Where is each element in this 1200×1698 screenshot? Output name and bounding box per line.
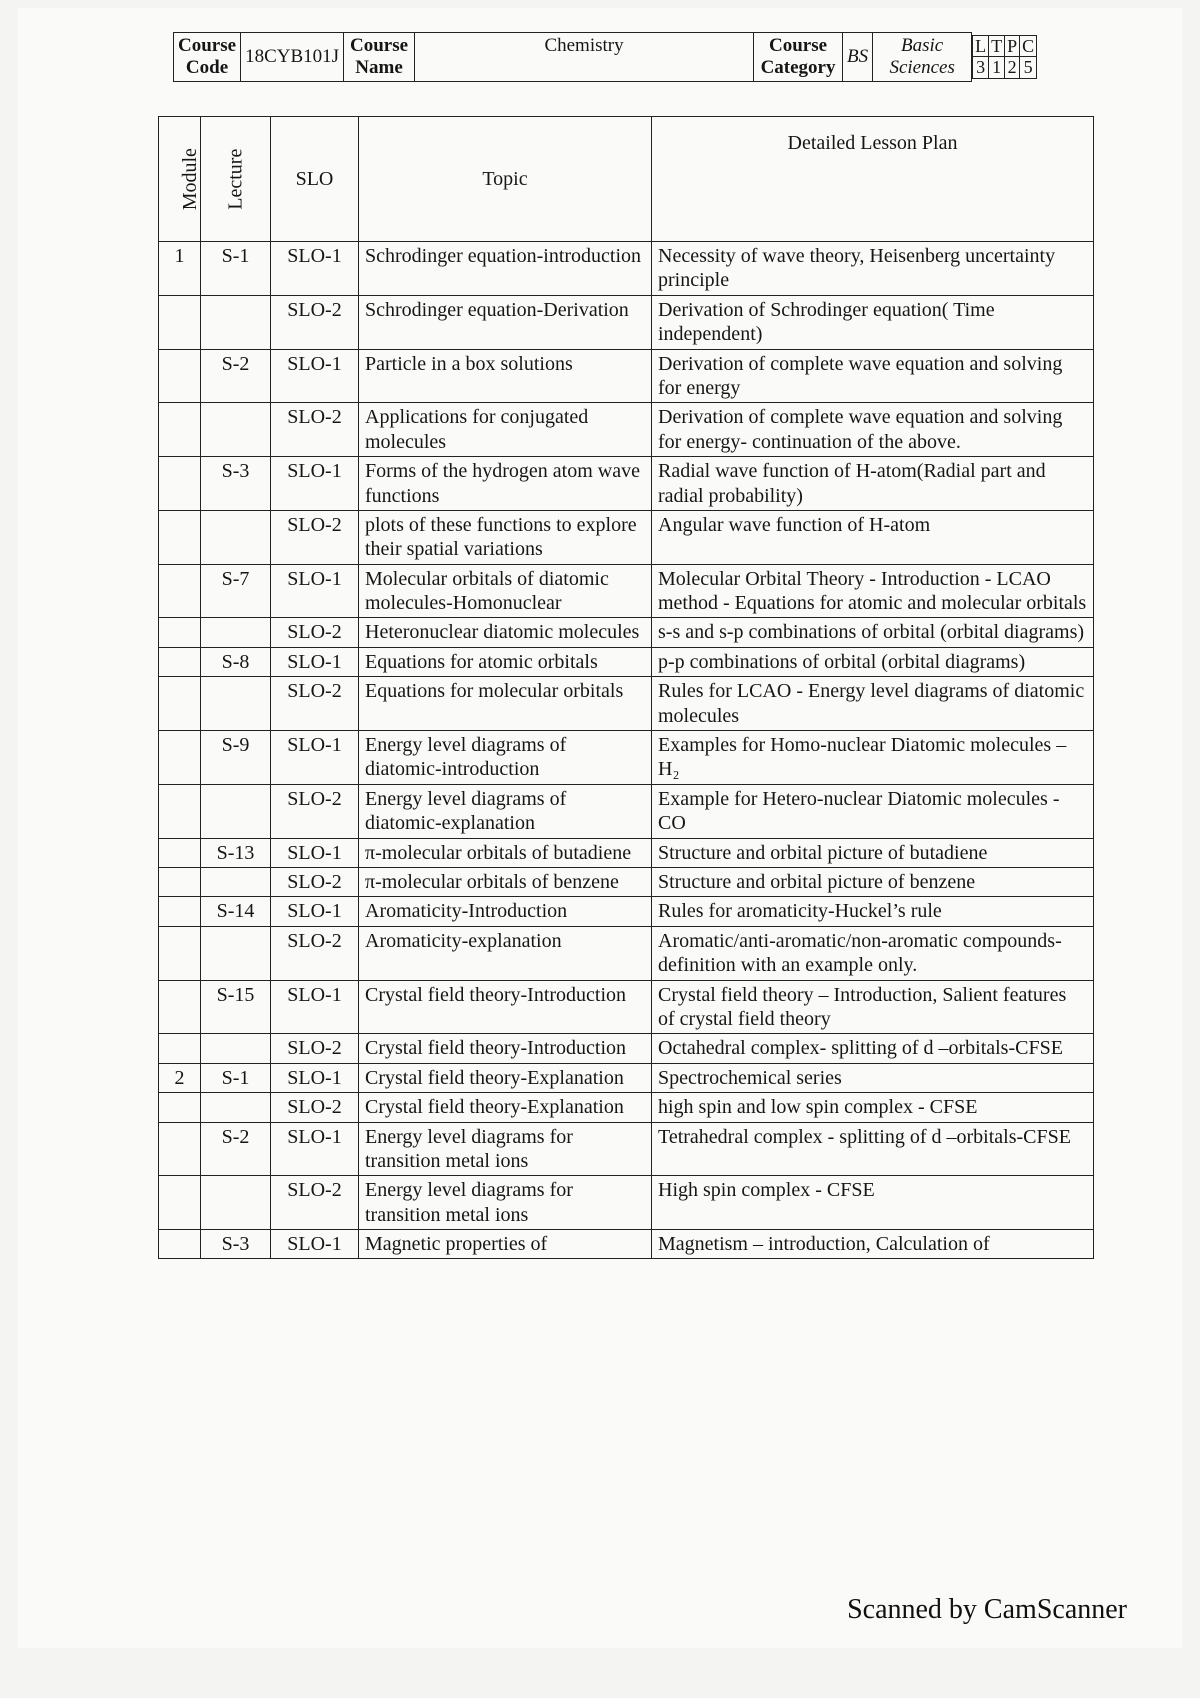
ltpc-header-l: L	[973, 35, 989, 57]
plan-cell: Examples for Homo-nuclear Diatomic molecules –H₂	[652, 731, 1094, 785]
course-name-label: Course Name	[344, 33, 415, 82]
topic-cell: Particle in a box solutions	[359, 349, 652, 403]
slo-cell: SLO-1	[271, 457, 359, 511]
lecture-cell: S-14	[201, 897, 271, 926]
plan-cell: Derivation of complete wave equation and solving for energy	[652, 349, 1094, 403]
table-row	[159, 838, 1094, 867]
slo-cell: SLO-1	[271, 242, 359, 296]
slo-cell: SLO-1	[271, 897, 359, 926]
module-cell	[159, 677, 201, 731]
plan-cell: Tetrahedral complex - splitting of d –orbitals-CFSE	[652, 1122, 1094, 1176]
plan-cell: Rules for LCAO - Energy level diagrams of diatomic molecules	[652, 677, 1094, 731]
slo-cell: SLO-2	[271, 403, 359, 457]
lecture-cell	[201, 618, 271, 647]
topic-cell: plots of these functions to explore their spatial variations	[359, 510, 652, 564]
slo-cell: SLO-2	[271, 926, 359, 980]
table-row	[159, 349, 1094, 403]
lecture-cell: S-1	[201, 1063, 271, 1092]
plan-cell: Derivation of Schrodinger equation( Time independent)	[652, 295, 1094, 349]
table-row	[159, 980, 1094, 1034]
table-row	[159, 867, 1094, 896]
topic-cell: Energy level diagrams of diatomic-introduction	[359, 731, 652, 785]
table-row	[159, 1034, 1094, 1063]
topic-cell: Aromaticity-explanation	[359, 926, 652, 980]
lecture-cell	[201, 295, 271, 349]
table-row	[159, 564, 1094, 618]
module-cell: 2	[159, 1063, 201, 1092]
slo-cell: SLO-2	[271, 295, 359, 349]
plan-cell: Derivation of complete wave equation and solving for energy- continuation of the above.	[652, 403, 1094, 457]
plan-cell: s-s and s-p combinations of orbital (orbital diagrams)	[652, 618, 1094, 647]
course-code: 18CYB101J	[241, 33, 344, 82]
topic-header: Topic	[359, 117, 652, 242]
slo-cell: SLO-1	[271, 1230, 359, 1259]
ltpc-value-t: 1	[989, 57, 1005, 79]
topic-cell: Equations for atomic orbitals	[359, 647, 652, 676]
topic-cell: π-molecular orbitals of butadiene	[359, 838, 652, 867]
plan-cell: Magnetism – introduction, Calculation of	[652, 1230, 1094, 1259]
table-row	[159, 1063, 1094, 1092]
module-cell	[159, 295, 201, 349]
plan-cell: Structure and orbital picture of butadiene	[652, 838, 1094, 867]
module-cell	[159, 1122, 201, 1176]
ltpc-value-p: 2	[1005, 57, 1020, 79]
plan-cell: high spin and low spin complex - CFSE	[652, 1093, 1094, 1122]
ltpc-cell	[972, 33, 1038, 82]
table-row	[159, 647, 1094, 676]
plan-cell: Crystal field theory – Introduction, Salient features of crystal field theory	[652, 980, 1094, 1034]
ltpc-header-t: T	[989, 35, 1005, 57]
module-cell	[159, 1176, 201, 1230]
topic-cell: Energy level diagrams for transition metal ions	[359, 1176, 652, 1230]
slo-cell: SLO-2	[271, 1034, 359, 1063]
table-row	[159, 1176, 1094, 1230]
slo-cell: SLO-2	[271, 618, 359, 647]
slo-cell: SLO-1	[271, 980, 359, 1034]
lecture-cell	[201, 1034, 271, 1063]
module-cell	[159, 349, 201, 403]
topic-cell: Aromaticity-Introduction	[359, 897, 652, 926]
topic-cell: Energy level diagrams for transition metal ions	[359, 1122, 652, 1176]
lecture-header: Lecture	[201, 117, 271, 242]
lesson-plan-body	[159, 242, 1094, 1259]
plan-cell: Necessity of wave theory, Heisenberg uncertainty principle	[652, 242, 1094, 296]
table-row	[159, 926, 1094, 980]
slo-cell: SLO-1	[271, 731, 359, 785]
ltpc-header-c: C	[1020, 35, 1037, 57]
course-code-label: Course Code	[174, 33, 241, 82]
topic-cell: Crystal field theory-Introduction	[359, 1034, 652, 1063]
course-name: Chemistry	[415, 33, 754, 82]
module-header: Module	[159, 117, 201, 242]
lecture-cell	[201, 403, 271, 457]
plan-cell: Example for Hetero-nuclear Diatomic molecules - CO	[652, 784, 1094, 838]
module-cell	[159, 980, 201, 1034]
lecture-cell	[201, 1093, 271, 1122]
table-row	[159, 618, 1094, 647]
module-cell	[159, 1034, 201, 1063]
module-cell	[159, 647, 201, 676]
plan-cell: Octahedral complex- splitting of d –orbitals-CFSE	[652, 1034, 1094, 1063]
module-cell	[159, 838, 201, 867]
plan-cell: Rules for aromaticity-Huckel’s rule	[652, 897, 1094, 926]
topic-cell: Heteronuclear diatomic molecules	[359, 618, 652, 647]
topic-cell: Forms of the hydrogen atom wave functions	[359, 457, 652, 511]
lecture-cell	[201, 867, 271, 896]
module-cell: 1	[159, 242, 201, 296]
topic-cell: Applications for conjugated molecules	[359, 403, 652, 457]
table-row	[159, 1230, 1094, 1259]
topic-cell: Crystal field theory-Explanation	[359, 1063, 652, 1092]
module-cell	[159, 1093, 201, 1122]
slo-cell: SLO-1	[271, 1063, 359, 1092]
course-info-table	[173, 32, 1037, 82]
table-row	[159, 295, 1094, 349]
topic-cell: Schrodinger equation-introduction	[359, 242, 652, 296]
module-cell	[159, 897, 201, 926]
lecture-cell: S-13	[201, 838, 271, 867]
module-cell	[159, 1230, 201, 1259]
lecture-cell: S-7	[201, 564, 271, 618]
table-row	[159, 403, 1094, 457]
course-category-label: Course Category	[754, 33, 843, 82]
table-row	[159, 731, 1094, 785]
module-cell	[159, 731, 201, 785]
topic-cell: Crystal field theory-Explanation	[359, 1093, 652, 1122]
plan-cell: Spectrochemical series	[652, 1063, 1094, 1092]
plan-cell: Molecular Orbital Theory - Introduction - LCAO method - Equations for atomic and molecular orbitals	[652, 564, 1094, 618]
lecture-cell	[201, 784, 271, 838]
table-header-row	[159, 117, 1094, 242]
topic-cell: π-molecular orbitals of benzene	[359, 867, 652, 896]
module-cell	[159, 457, 201, 511]
lecture-cell	[201, 926, 271, 980]
slo-cell: SLO-2	[271, 510, 359, 564]
table-row	[159, 897, 1094, 926]
plan-cell: Radial wave function of H-atom(Radial part and radial probability)	[652, 457, 1094, 511]
module-cell	[159, 564, 201, 618]
module-cell	[159, 403, 201, 457]
lecture-cell: S-3	[201, 457, 271, 511]
course-category: BS	[843, 33, 873, 82]
lecture-cell: S-8	[201, 647, 271, 676]
module-cell	[159, 510, 201, 564]
topic-cell: Magnetic properties of	[359, 1230, 652, 1259]
table-row	[159, 510, 1094, 564]
lecture-cell	[201, 1176, 271, 1230]
module-cell	[159, 618, 201, 647]
lecture-cell: S-15	[201, 980, 271, 1034]
module-cell	[159, 926, 201, 980]
lecture-cell: S-2	[201, 349, 271, 403]
slo-cell: SLO-2	[271, 677, 359, 731]
topic-cell: Crystal field theory-Introduction	[359, 980, 652, 1034]
slo-cell: SLO-1	[271, 647, 359, 676]
plan-cell: Aromatic/anti-aromatic/non-aromatic compounds- definition with an example only.	[652, 926, 1094, 980]
slo-cell: SLO-1	[271, 349, 359, 403]
topic-cell: Energy level diagrams of diatomic-explanation	[359, 784, 652, 838]
topic-cell: Molecular orbitals of diatomic molecules-Homonuclear	[359, 564, 652, 618]
plan-cell: Structure and orbital picture of benzene	[652, 867, 1094, 896]
ltpc-header-p: P	[1005, 35, 1020, 57]
lecture-cell	[201, 677, 271, 731]
lecture-cell: S-2	[201, 1122, 271, 1176]
plan-cell: p-p combinations of orbital (orbital diagrams)	[652, 647, 1094, 676]
course-category-name: Basic Sciences	[873, 33, 972, 82]
lecture-cell: S-1	[201, 242, 271, 296]
lesson-plan-table	[158, 116, 1094, 1259]
module-cell	[159, 867, 201, 896]
ltpc-value-l: 3	[973, 57, 989, 79]
scanner-watermark: Scanned by CamScanner	[847, 1594, 1127, 1625]
topic-cell: Equations for molecular orbitals	[359, 677, 652, 731]
slo-cell: SLO-1	[271, 838, 359, 867]
slo-cell: SLO-1	[271, 1122, 359, 1176]
plan-cell: Angular wave function of H-atom	[652, 510, 1094, 564]
topic-cell: Schrodinger equation-Derivation	[359, 295, 652, 349]
slo-cell: SLO-2	[271, 1093, 359, 1122]
lecture-cell: S-9	[201, 731, 271, 785]
module-cell	[159, 784, 201, 838]
slo-header: SLO	[271, 117, 359, 242]
plan-cell: High spin complex - CFSE	[652, 1176, 1094, 1230]
slo-cell: SLO-2	[271, 867, 359, 896]
table-row	[159, 784, 1094, 838]
table-row	[159, 1122, 1094, 1176]
ltpc-table	[972, 35, 1037, 79]
table-row	[159, 1093, 1094, 1122]
slo-cell: SLO-1	[271, 564, 359, 618]
lecture-cell	[201, 510, 271, 564]
slo-cell: SLO-2	[271, 1176, 359, 1230]
table-row	[159, 242, 1094, 296]
scanned-page	[18, 8, 1182, 1648]
ltpc-value-c: 5	[1020, 57, 1037, 79]
table-row	[159, 457, 1094, 511]
table-row	[159, 677, 1094, 731]
lecture-cell: S-3	[201, 1230, 271, 1259]
plan-header: Detailed Lesson Plan	[652, 117, 1094, 242]
slo-cell: SLO-2	[271, 784, 359, 838]
